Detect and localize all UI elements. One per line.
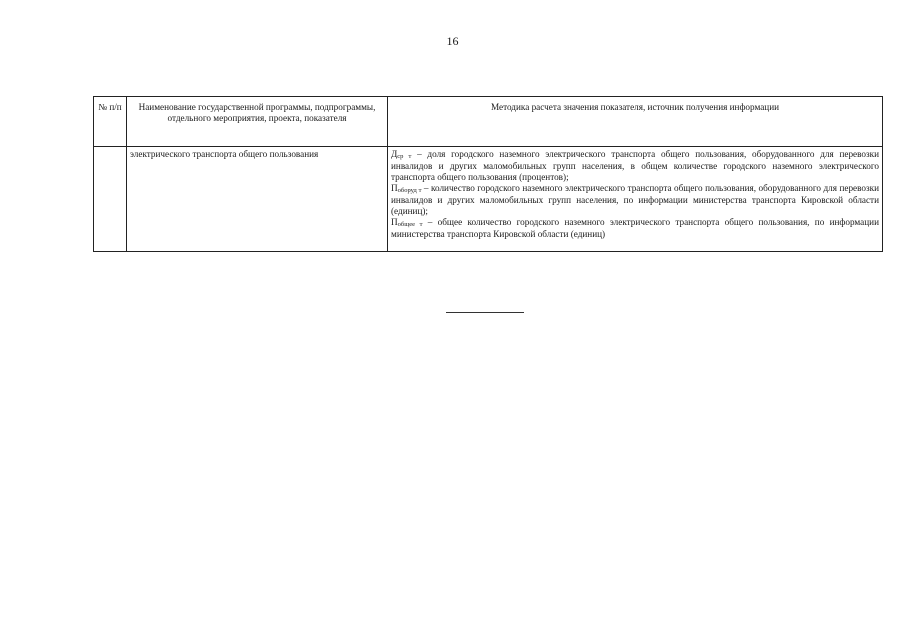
row-number-cell [94, 147, 127, 252]
definition-text: – количество городского наземного электрического транспорта общего пользования, оборудованного для перевозки инвалидов и других маломобильных групп населения, по информации министерства транспорта Кировской области (единиц); [391, 182, 879, 216]
row-methodology-cell [388, 147, 883, 252]
definition-subscript: общее т [397, 220, 423, 228]
definition-subscript: оборуд т [397, 186, 422, 194]
header-name: Наименование государственной программы, подпрограммы, отдельного мероприятия, проекта, показателя [127, 97, 388, 147]
table-row [94, 147, 883, 252]
definition-symbol: П [391, 216, 398, 227]
definition-paragraph [391, 217, 879, 240]
definition-paragraph [391, 149, 879, 183]
definition-subscript: ср т [397, 153, 412, 160]
header-number: № п/п [94, 97, 127, 147]
definition-paragraph [391, 183, 879, 217]
end-of-section-rule [446, 312, 524, 313]
table-header-row [94, 97, 883, 147]
methodology-table [93, 96, 883, 252]
definition-text: – общее количество городского наземного электрического транспорта общего пользования, по информации министерства транспорта Кировской области (единиц) [391, 216, 879, 239]
row-name-cell: электрического транспорта общего пользования [127, 147, 388, 252]
definition-symbol: Д [391, 149, 398, 159]
definition-symbol: П [391, 182, 398, 193]
header-methodology: Методика расчета значения показателя, источник получения информации [388, 97, 883, 147]
table-header [94, 97, 883, 147]
page-number: 16 [446, 34, 459, 48]
definition-text: – доля городского наземного электрического транспорта общего пользования, оборудованного для перевозки инвалидов и других маломобильных групп населения, в общем количестве городского наземного электрического транспорта общего пользования (процентов); [391, 149, 879, 182]
